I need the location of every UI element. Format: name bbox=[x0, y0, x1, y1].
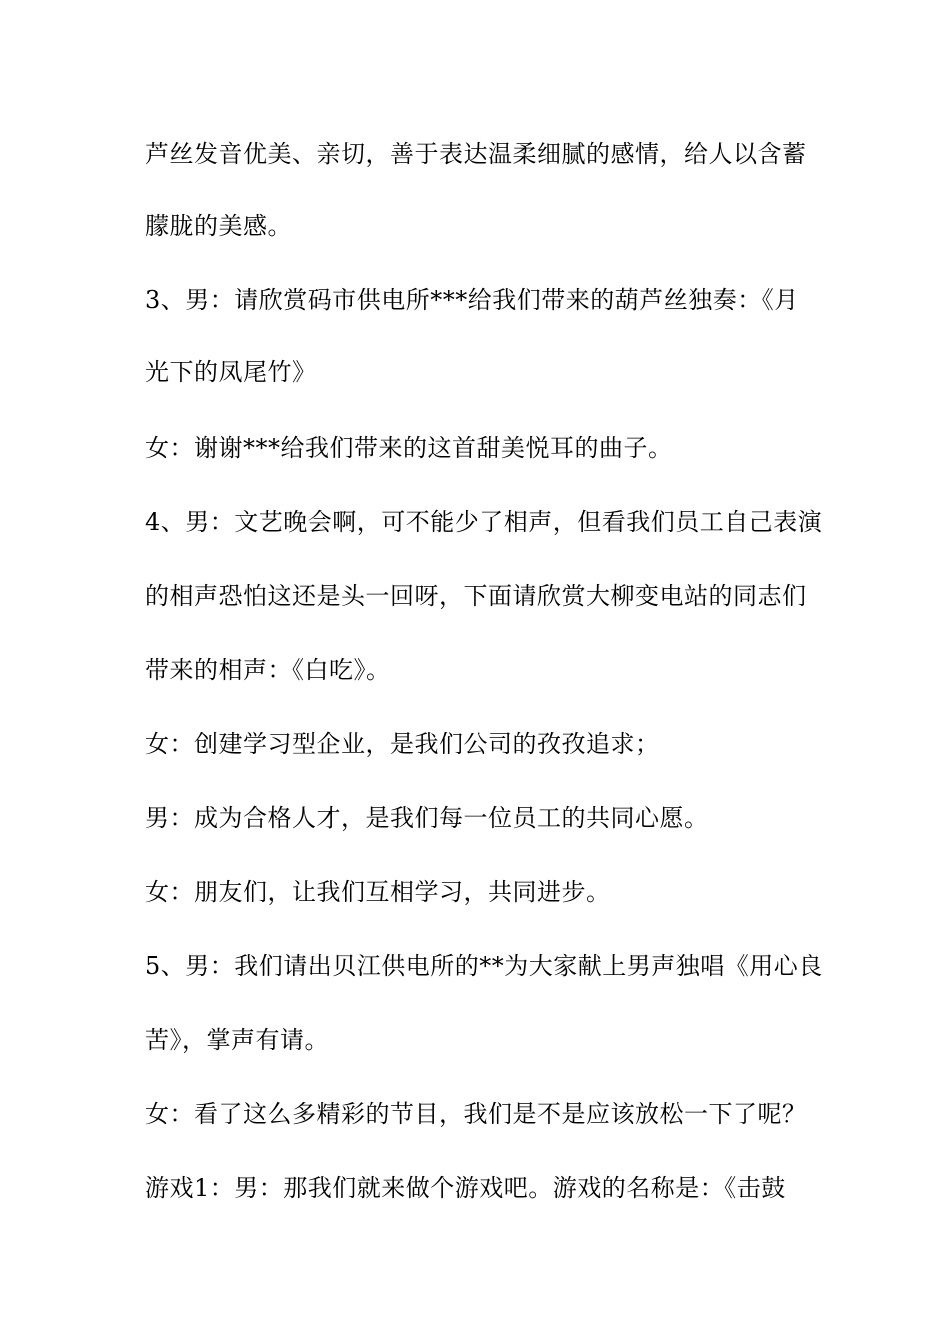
text-line: 女：朋友们，让我们互相学习，共同进步。 bbox=[145, 878, 611, 906]
text-line: 女：看了这么多精彩的节目，我们是不是应该放松一下了呢？ bbox=[145, 1100, 807, 1128]
text-line: 的相声恐怕这还是头一回呀，下面请欣赏大柳变电站的同志们 bbox=[145, 582, 807, 610]
text-line: 苦》，掌声有请。 bbox=[145, 1026, 329, 1054]
text-line: 朦胧的美感。 bbox=[145, 212, 292, 240]
text-line: 男：成为合格人才，是我们每一位员工的共同心愿。 bbox=[145, 804, 709, 832]
text-line: 光下的凤尾竹》 bbox=[145, 358, 317, 386]
text-line: 5、男：我们请出贝江供电所的**为大家献上男声独唱《用心良 bbox=[145, 952, 823, 980]
text-line: 女：创建学习型企业，是我们公司的孜孜追求； bbox=[145, 730, 660, 758]
text-line: 游戏1：男：那我们就来做个游戏吧。游戏的名称是：《击鼓 bbox=[145, 1174, 786, 1202]
text-line: 芦丝发音优美、亲切，善于表达温柔细腻的感情，给人以含蓄 bbox=[145, 140, 807, 168]
text-line: 带来的相声：《白吃》。 bbox=[145, 656, 391, 684]
text-line: 女：谢谢***给我们带来的这首甜美悦耳的曲子。 bbox=[145, 434, 673, 462]
text-line: 3、男：请欣赏码市供电所***给我们带来的葫芦丝独奏：《月 bbox=[145, 286, 799, 314]
text-line: 4、男：文艺晚会啊，可不能少了相声，但看我们员工自己表演 bbox=[145, 508, 823, 536]
